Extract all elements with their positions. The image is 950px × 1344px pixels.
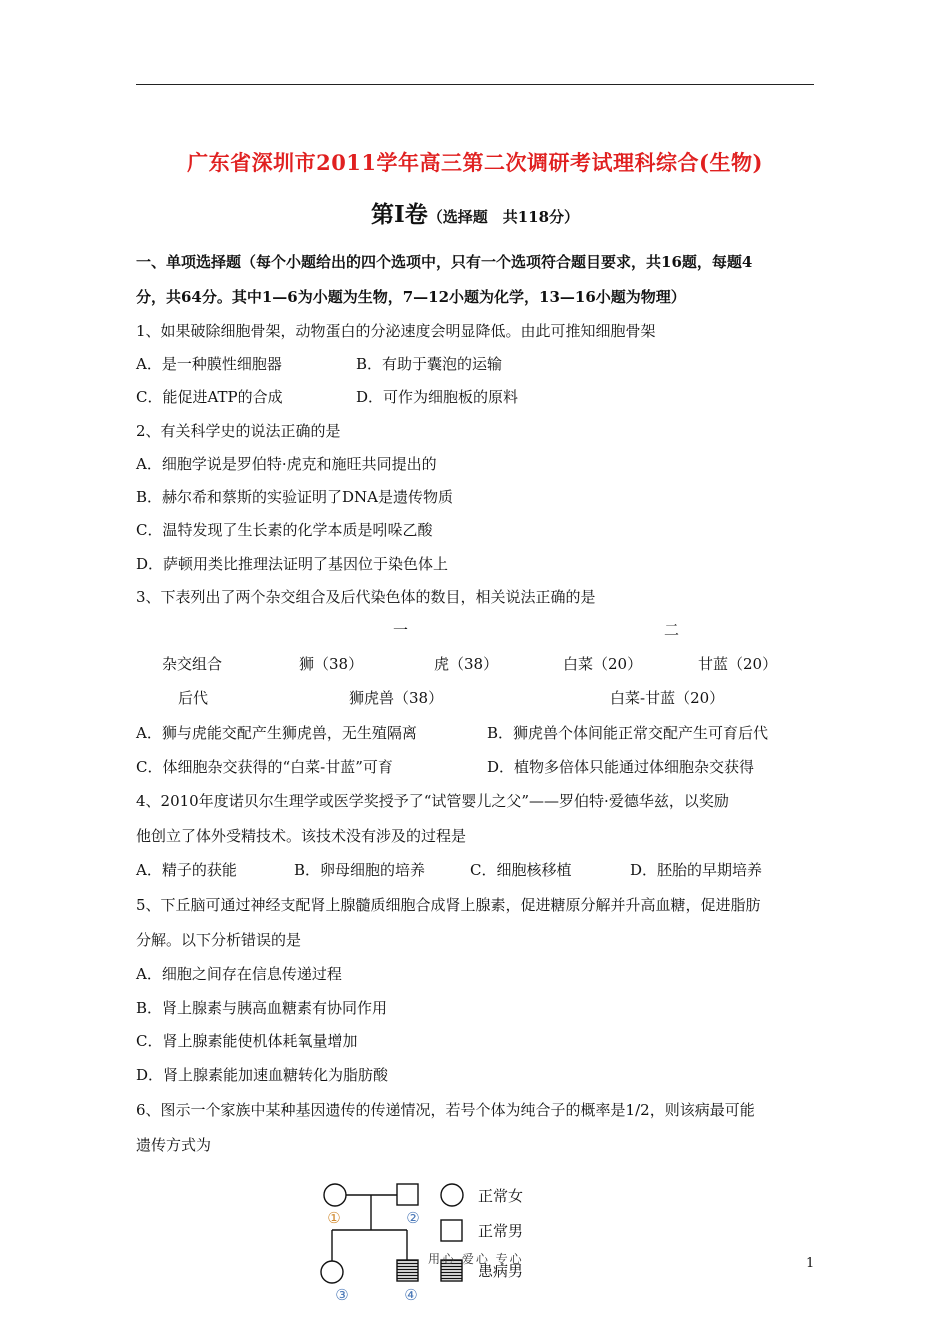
q3-option-d: D．植物多倍体只能通过体细胞杂交获得 xyxy=(487,758,755,776)
subtitle-main: 第Ⅰ卷 xyxy=(370,201,428,228)
q3-stem: 3、下表列出了两个杂交组合及后代染色体的数目，相关说法正确的是 xyxy=(136,588,596,606)
subtitle-note: （选择题 共118分） xyxy=(427,208,580,226)
q1-option-d: D．可作为细胞板的原料 xyxy=(356,388,519,406)
pedigree-label: ③ xyxy=(335,1286,349,1304)
q5-option-d: D．肾上腺素能加速血糖转化为脂肪酸 xyxy=(136,1066,389,1084)
legend-female-symbol xyxy=(441,1184,463,1206)
q4-option-b: B．卵母细胞的培养 xyxy=(294,861,426,879)
q5-stem-line1: 5、下丘脑可通过神经支配肾上腺髓质细胞合成肾上腺素，促进糖原分解并升高血糖，促进脂肪 xyxy=(136,896,761,914)
q6-stem-line2: 遗传方式为 xyxy=(136,1136,212,1154)
header-rule xyxy=(136,84,814,85)
pedigree-label: ② xyxy=(406,1209,420,1227)
q5-stem-line2: 分解。以下分析错误的是 xyxy=(136,931,302,949)
page-title: 广东省深圳市2011学年高三第二次调研考试理科综合(生物) xyxy=(187,150,763,175)
q4-option-c: C．细胞核移植 xyxy=(470,861,572,879)
pedigree-label: ④ xyxy=(404,1286,418,1304)
q3-option-c: C．体细胞杂交获得的“白菜-甘蓝”可育 xyxy=(136,758,393,776)
pedigree-female-1 xyxy=(324,1184,346,1206)
q3-table-cell: 狮（38） xyxy=(299,655,364,673)
q4-stem-line2: 他创立了体外受精技术。该技术没有涉及的过程是 xyxy=(136,827,467,845)
q1-option-c: C．能促进ATP的合成 xyxy=(136,388,283,406)
legend-label: 正常男 xyxy=(478,1222,524,1240)
q4-option-a: A．精子的获能 xyxy=(136,861,237,879)
q3-table-col2: 二 xyxy=(664,621,680,639)
q2-stem: 2、有关科学史的说法正确的是 xyxy=(136,422,341,440)
page-footer: 用心 爱心 专心 xyxy=(428,1252,524,1266)
section-heading-line1: 一、单项选择题（每个小题给出的四个选项中，只有一个选项符合题目要求，共16题，每题4 xyxy=(136,253,753,271)
q1-stem: 1、如果破除细胞骨架，动物蛋白的分泌速度会明显降低。由此可推知细胞骨架 xyxy=(136,322,656,340)
q2-option-d: D．萨顿用类比推理法证明了基因位于染色体上 xyxy=(136,555,449,573)
pedigree-affected-male-4 xyxy=(397,1260,418,1281)
q1-option-a: A．是一种膜性细胞器 xyxy=(136,355,282,373)
q3-table-cell: 虎（38） xyxy=(434,655,499,673)
section-subtitle xyxy=(0,196,950,229)
q5-option-c: C．肾上腺素能使机体耗氧量增加 xyxy=(136,1032,358,1050)
q4-stem-line1: 4、2010年度诺贝尔生理学或医学奖授予了“试管婴儿之父”——罗伯特·爱德华兹，以奖励 xyxy=(136,792,729,810)
q3-option-b: B．狮虎兽个体间能正常交配产生可育后代 xyxy=(487,724,769,742)
q2-option-a: A．细胞学说是罗伯特·虎克和施旺共同提出的 xyxy=(136,455,437,473)
legend-label: 正常女 xyxy=(478,1187,524,1205)
q3-table-row1-label: 杂交组合 xyxy=(162,655,223,673)
q4-option-d: D．胚胎的早期培养 xyxy=(630,861,763,879)
pedigree-male-2 xyxy=(397,1184,418,1205)
q6-stem-line1: 6、图示一个家族中某种基因遗传的传递情况，若号个体为纯合子的概率是1/2，则该病最可能 xyxy=(136,1101,755,1119)
legend-label: 患病男 xyxy=(478,1262,524,1280)
section-heading-line2: 分，共64分。其中1—6为小题为生物，7—12小题为化学，13—16小题为物理） xyxy=(136,288,686,306)
q3-table-cell: 白菜-甘蓝（20） xyxy=(610,689,725,707)
q5-option-a: A．细胞之间存在信息传递过程 xyxy=(136,965,342,983)
q3-table-cell: 白菜（20） xyxy=(563,655,643,673)
pedigree-label: ① xyxy=(327,1209,341,1227)
pedigree-female-3 xyxy=(321,1261,343,1283)
legend-male-symbol xyxy=(441,1220,462,1241)
q2-option-b: B．赫尔希和蔡斯的实验证明了DNA是遗传物质 xyxy=(136,488,454,506)
q2-option-c: C．温特发现了生长素的化学本质是吲哚乙酸 xyxy=(136,521,433,539)
q3-option-a: A．狮与虎能交配产生狮虎兽，无生殖隔离 xyxy=(136,724,417,742)
q3-table-row2-label: 后代 xyxy=(178,689,209,707)
pedigree-diagram xyxy=(310,1172,550,1318)
q3-table-cell: 狮虎兽（38） xyxy=(349,689,444,707)
q3-table-col1: 一 xyxy=(393,621,409,639)
q1-option-b: B．有助于囊泡的运输 xyxy=(356,355,503,373)
page-number: 1 xyxy=(806,1256,815,1271)
q3-table-cell: 甘蓝（20） xyxy=(698,655,778,673)
q5-option-b: B．肾上腺素与胰高血糖素有协同作用 xyxy=(136,999,388,1017)
